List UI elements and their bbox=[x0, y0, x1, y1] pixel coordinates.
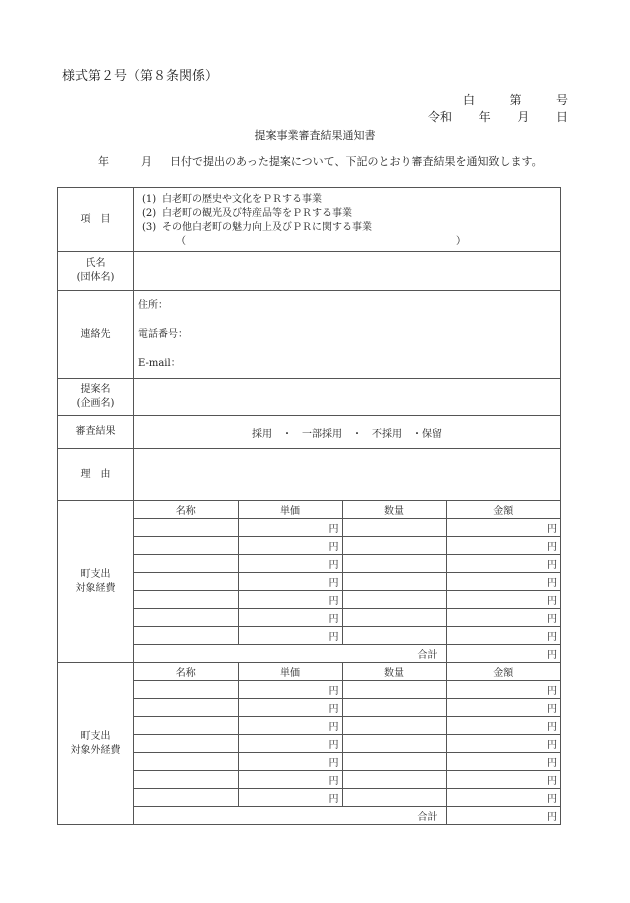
intro-year: 年 bbox=[98, 155, 109, 168]
cost-row[interactable]: 円 円 bbox=[134, 573, 560, 591]
cost-header-row: 名称 単価 数量 金額 bbox=[134, 501, 560, 519]
cost-row[interactable]: 円 円 bbox=[134, 681, 560, 699]
result-options[interactable]: 採用 ・ 一部採用 ・ 不採用 ・保留 bbox=[134, 416, 561, 449]
document-title: 提案事業審査結果通知書 bbox=[254, 129, 376, 142]
email-label: E-mail： bbox=[138, 358, 181, 369]
ref-go: 号 bbox=[555, 93, 568, 107]
phone-label: 電話番号： bbox=[138, 329, 188, 340]
cost-row[interactable]: 円 円 bbox=[134, 735, 560, 753]
cost-row[interactable]: 円 円 bbox=[134, 717, 560, 735]
name-field[interactable] bbox=[134, 252, 561, 291]
intro-body: 日付で提出のあった提案について、下記のとおり審査結果を通知致します。 bbox=[170, 155, 543, 168]
cost-row[interactable]: 円 円 bbox=[134, 753, 560, 771]
item-option: (2) 白老町の観光及び特産品等をＰＲする事業 bbox=[142, 207, 352, 219]
uncovered-costs-table bbox=[134, 663, 560, 824]
ref-dai: 第 bbox=[509, 93, 522, 107]
intro-text bbox=[62, 154, 570, 169]
cost-row[interactable]: 円 円 bbox=[134, 771, 560, 789]
item-option: (1) 白老町の歴史や文化をＰＲする事業 bbox=[142, 193, 322, 205]
item-label: 項 目 bbox=[58, 188, 134, 252]
covered-costs-label: 町支出 対象経費 bbox=[58, 501, 134, 663]
form-number: 様式第２号（第８条関係） bbox=[62, 69, 219, 84]
cost-total-row: 合計 円 bbox=[134, 645, 560, 663]
ref-shiraoi: 白 bbox=[463, 93, 476, 107]
proposal-label: 提案名 (企画名) bbox=[58, 379, 134, 416]
contact-label: 連絡先 bbox=[58, 291, 134, 379]
cost-row[interactable]: 円 円 bbox=[134, 537, 560, 555]
cost-header-row: 名称 単価 数量 金額 bbox=[134, 663, 560, 681]
cost-row[interactable]: 円 円 bbox=[134, 591, 560, 609]
reference-block bbox=[428, 92, 568, 126]
covered-costs-table bbox=[134, 501, 560, 662]
item-option: (3) その他白老町の魅力向上及びＰＲに関する事業 bbox=[142, 221, 372, 233]
item-options bbox=[134, 188, 561, 252]
main-form-table bbox=[57, 187, 561, 825]
contact-field[interactable] bbox=[134, 291, 561, 379]
result-label: 審査結果 bbox=[58, 416, 134, 449]
ref-month: 月 bbox=[517, 110, 530, 124]
cost-row[interactable]: 円 円 bbox=[134, 609, 560, 627]
proposal-field[interactable] bbox=[134, 379, 561, 416]
cost-row[interactable]: 円 円 bbox=[134, 555, 560, 573]
uncovered-costs-label: 町支出 対象外経費 bbox=[58, 663, 134, 825]
reason-label: 理 由 bbox=[58, 449, 134, 501]
cost-row[interactable]: 円 円 bbox=[134, 519, 560, 537]
ref-year: 年 bbox=[478, 110, 491, 124]
reason-field[interactable] bbox=[134, 449, 561, 501]
name-label: 氏名 (団体名) bbox=[58, 252, 134, 291]
cost-row[interactable]: 円 円 bbox=[134, 699, 560, 717]
cost-total-row: 合計 円 bbox=[134, 807, 560, 825]
cost-row[interactable]: 円 円 bbox=[134, 789, 560, 807]
cost-row[interactable]: 円 円 bbox=[134, 627, 560, 645]
ref-day: 日 bbox=[555, 110, 568, 124]
intro-month: 月 bbox=[141, 155, 152, 168]
ref-reiwa: 令和 bbox=[428, 110, 453, 124]
address-label: 住所： bbox=[138, 300, 168, 311]
item-other-parens: （ ） bbox=[176, 235, 466, 247]
